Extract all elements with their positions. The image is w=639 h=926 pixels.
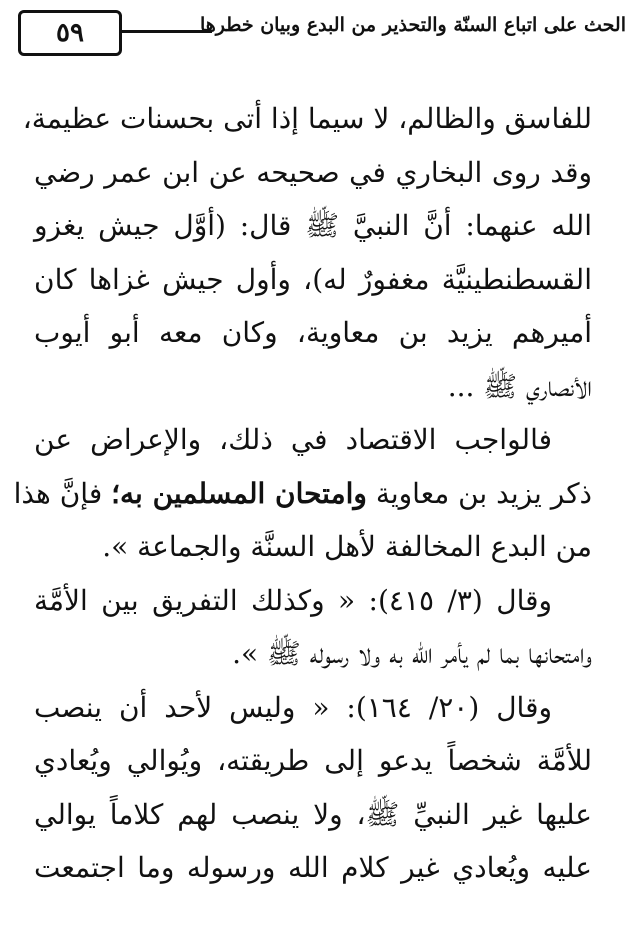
text-segment: ذكر يزيد بن معاوية	[375, 476, 592, 510]
paragraph-4	[34, 681, 592, 895]
text-line: من البدع المخالفة لأهل السنَّة والجماعة ».	[102, 530, 592, 563]
text-line-mixed	[13, 467, 592, 521]
text-segment: فإنَّ هذا	[13, 476, 103, 510]
text-line: وامتحانها بما لم يأمر الله به ولا رسوله ﷺ ».	[232, 637, 592, 670]
page-number: ٥٩	[18, 10, 122, 56]
header-rule	[122, 30, 212, 33]
text-line: فالواجب الاقتصاد في ذلك، والإعراض عن	[34, 423, 552, 456]
text-line: عليه ويُعادي غير كلام الله ورسوله وما اجتمعت	[34, 851, 592, 884]
paragraph-3	[34, 574, 592, 681]
text-line: القسطنطينيَّة مغفورٌ له)، وأول جيش غزاها كان	[34, 262, 592, 296]
text-line: أميرهم يزيد بن معاوية، وكان معه أبو أيوب	[34, 316, 592, 349]
text-line: وقد روى البخاري في صحيحه عن ابن عمر رضي	[34, 155, 592, 189]
body-text	[13, 92, 592, 895]
text-line: للفاسق والظالم، لا سيما إذا أتى بحسنات عظيمة،	[22, 102, 592, 135]
text-line: وقال (٢٠/ ١٦٤): « وليس لأحد أن ينصب	[34, 690, 552, 724]
running-title: الحث على اتباع السنّة والتحذير من البدع وبيان خطرها	[199, 14, 626, 36]
bold-phrase: وامتحان المسلمين به؛	[111, 476, 367, 510]
text-line: وقال (٣/ ٤١٥): « وكذلك التفريق بين الأمَّة	[34, 583, 553, 617]
page-header	[14, 6, 626, 56]
text-line: الله عنهما: أنَّ النبيَّ ﷺ قال: (أوَّل جيش يغزو	[34, 209, 592, 242]
text-line: الأنصاري ﷺ ...	[447, 369, 592, 403]
paragraph-1	[22, 92, 592, 413]
text-line: للأمَّة شخصاً يدعو إلى طريقته، ويُوالي ويُعادي	[34, 744, 592, 777]
text-line: عليها غير النبيِّ ﷺ، ولا ينصب لهم كلاماً يوالي	[34, 797, 592, 831]
paragraph-2	[13, 413, 592, 574]
